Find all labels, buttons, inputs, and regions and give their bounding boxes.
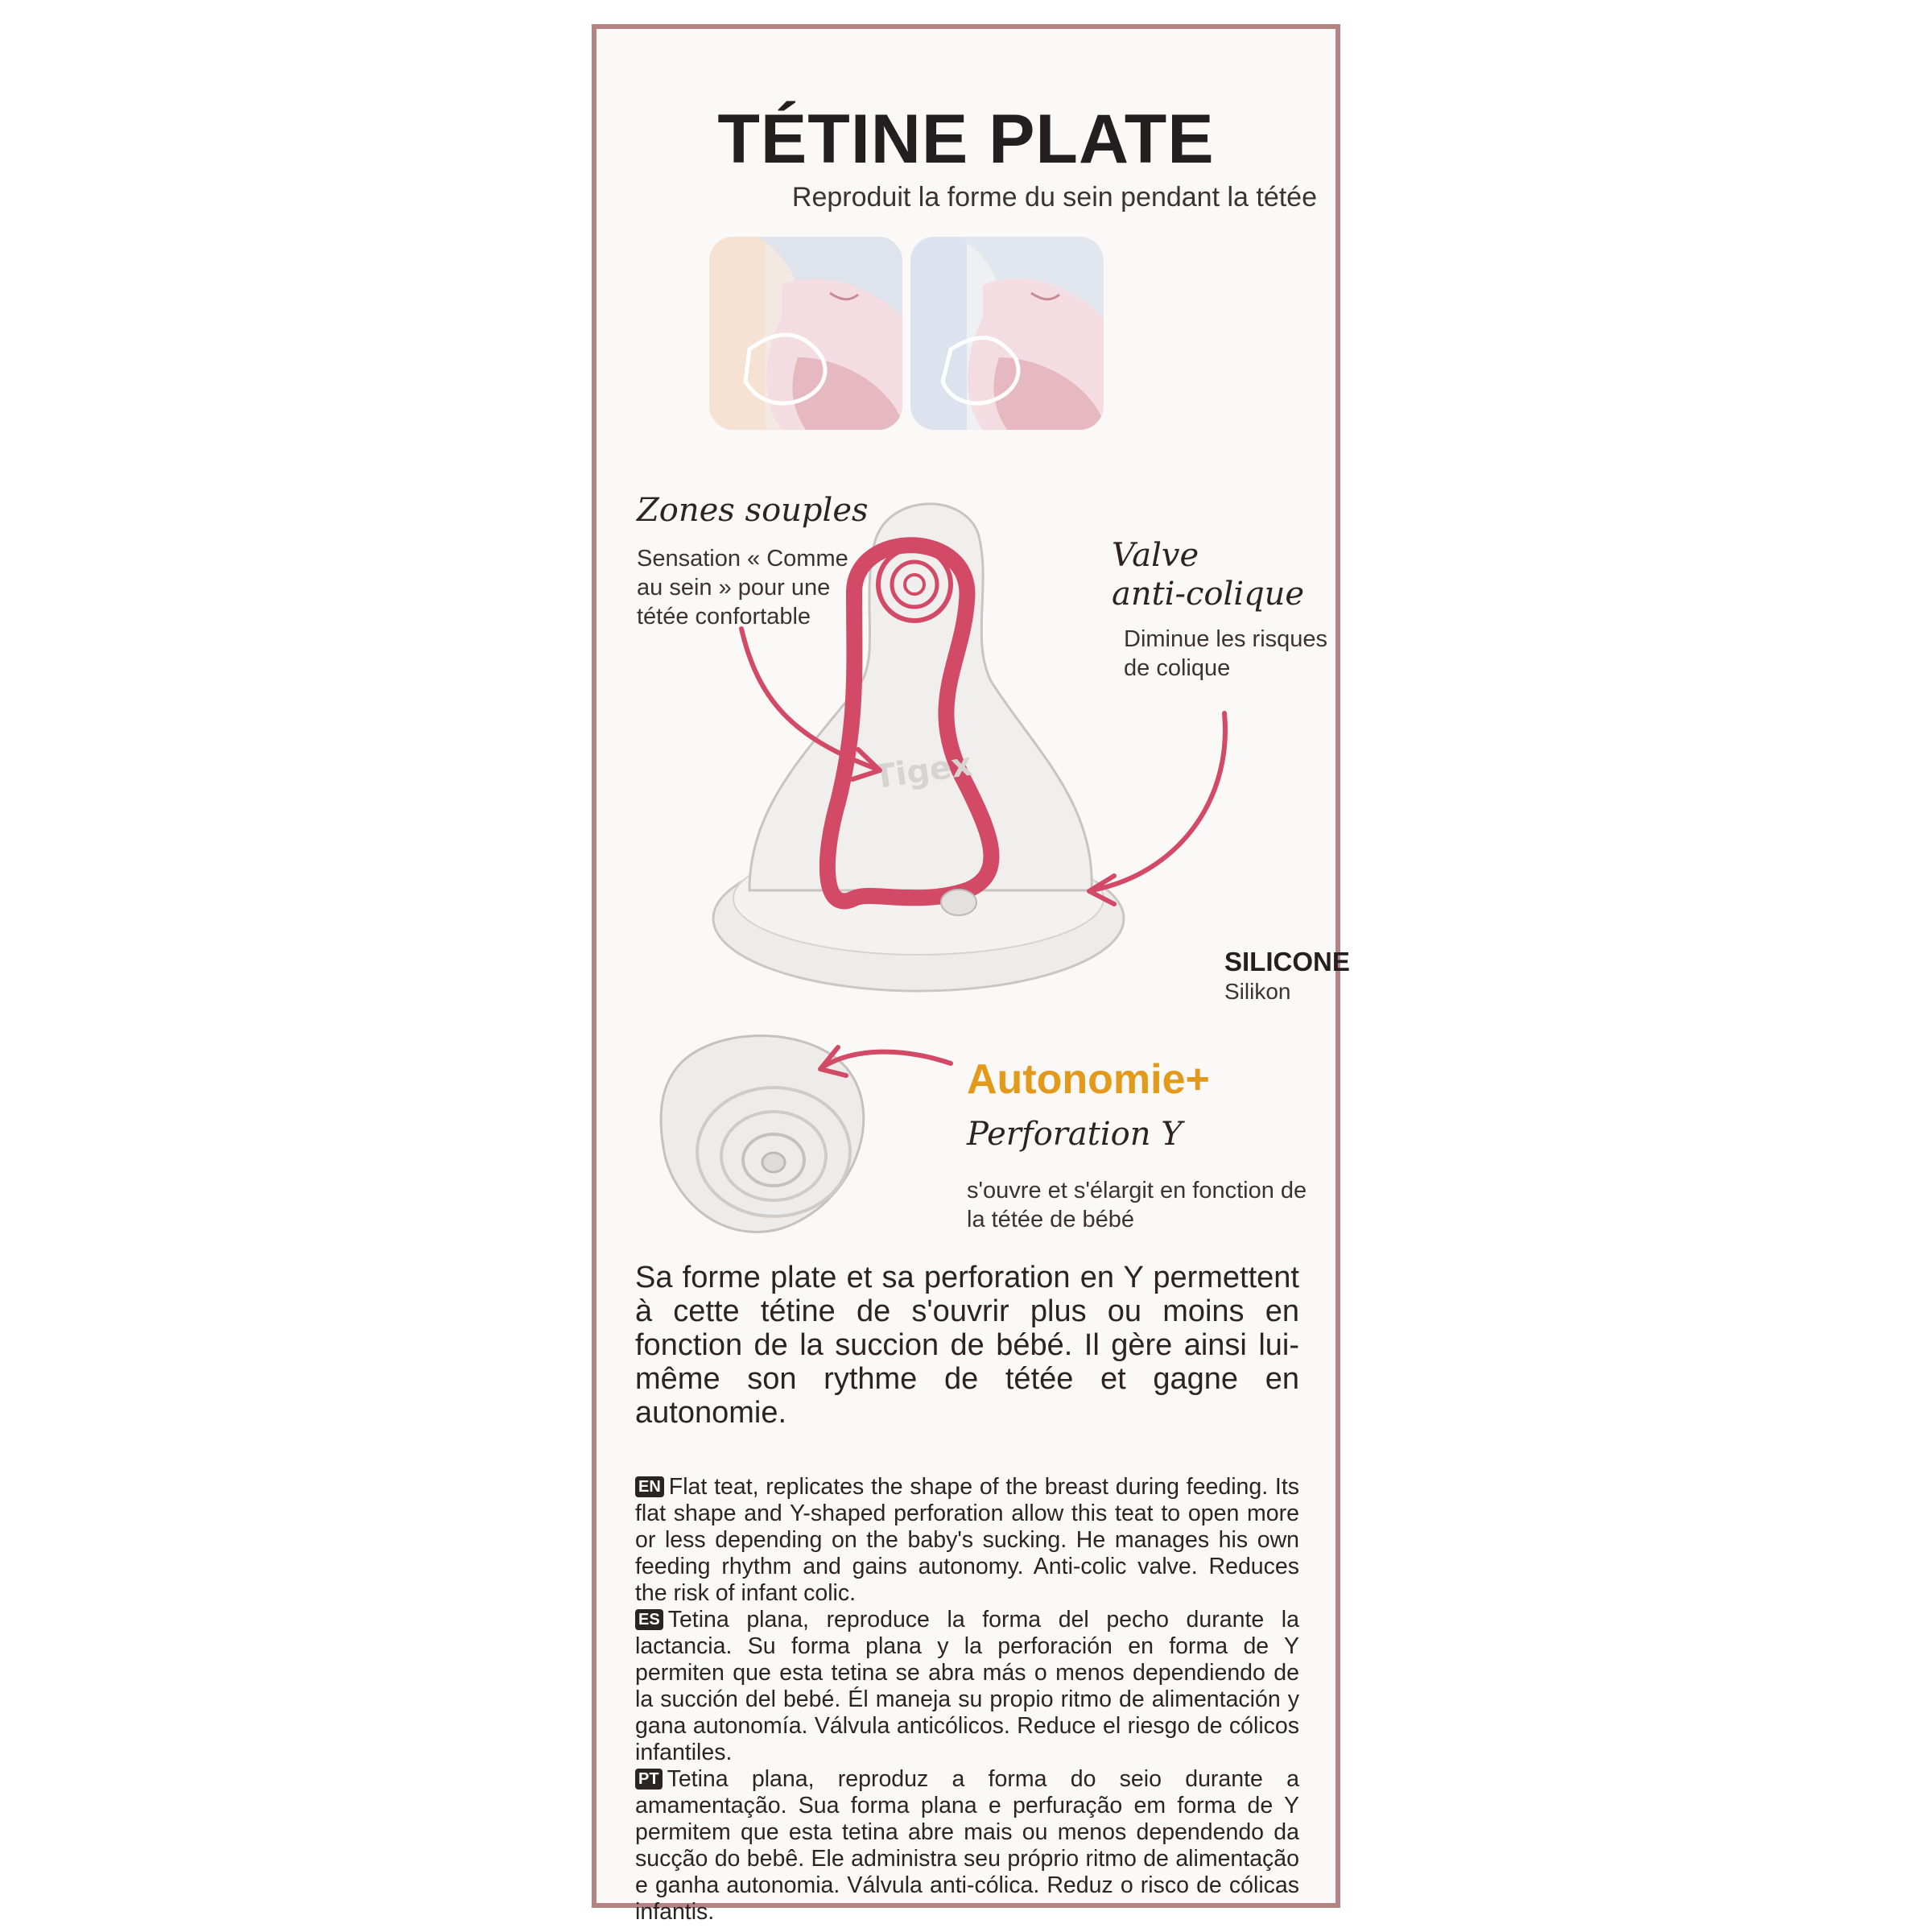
perforation-y-heading: Perforation Y xyxy=(967,1116,1183,1153)
translation-pt xyxy=(635,1766,1299,1926)
zones-souples-description: Sensation « Comme au sein » pour une tétée confortable xyxy=(637,546,848,630)
material-translation: Silikon xyxy=(1224,979,1291,1004)
flat-teat-image xyxy=(701,480,1136,1019)
language-badge-pt: PT xyxy=(635,1769,663,1790)
perforation-description: s'ouvre et s'élargit en fonction de la tétée de bébé xyxy=(967,1178,1307,1232)
page-subtitle: Reproduit la forme du sein pendant la tétée xyxy=(791,182,1317,213)
material-label: SILICONE xyxy=(1224,947,1350,976)
product-info-panel xyxy=(592,24,1350,1925)
teat-brand-text: Tigex xyxy=(871,745,975,797)
valve-anti-colique-heading xyxy=(1112,536,1304,613)
y-perforation-tip-image xyxy=(645,1019,902,1245)
translation-text-pt: Tetina plana, reproduz a forma do seio durante a amamentação. Sua forma plana e perfuração em forma de Y permitem que esta tetina abre mais ou menos dependendo da sucção do bebê. Ele administra seu próprio ritmo de alimentação e ganha autonomia. Válvula anti-cólica. Reduz o risco de cólicas infantis. xyxy=(635,1766,1299,1925)
bottle-panel-illustration xyxy=(910,237,1104,430)
language-badge-es: ES xyxy=(635,1609,663,1630)
breastfeeding-comparison-illustration xyxy=(709,237,1104,430)
zones-souples-heading: Zones souples xyxy=(637,492,869,529)
valve-description: Diminue les risques de colique xyxy=(1124,626,1328,681)
translation-es xyxy=(635,1607,1299,1766)
language-badge-en: EN xyxy=(635,1476,664,1497)
valve-heading-line-1: Valve xyxy=(1112,537,1199,574)
valve-heading-line-2: anti-colique xyxy=(1112,576,1305,613)
page-title: TÉTINE PLATE xyxy=(717,101,1215,178)
autonomie-heading: Autonomie+ xyxy=(967,1056,1210,1103)
translations-section xyxy=(635,1474,1299,1926)
translation-text-en: Flat teat, replicates the shape of the breast during feeding. Its flat shape and Y-shaped perforation allow this teat to open more or less depending on the baby's sucking. He manages his own feeding rhythm and gains autonomy. Anti-colic valve. Reduces the risk of infant colic. xyxy=(635,1474,1299,1606)
breast-panel-illustration xyxy=(709,237,902,430)
main-description-paragraph: Sa forme plate et sa perforation en Y permettent à cette tétine de s'ouvrir plus ou moins en fonction de la succion de bébé. Il gère ainsi lui-même son rythme de tétée et gagne en autonomie. xyxy=(635,1261,1299,1430)
translation-text-es: Tetina plana, reproduce la forma del pecho durante la lactancia. Su forma plana y la perforación en forma de Y permiten que esta tetina se abra más o menos dependiendo de la succión del bebé. Él maneja su propio ritmo de alimentación y gana autonomía. Válvula anticólicos. Reduce el riesgo de cólicos infantiles. xyxy=(635,1607,1299,1765)
translation-en xyxy=(635,1474,1299,1607)
